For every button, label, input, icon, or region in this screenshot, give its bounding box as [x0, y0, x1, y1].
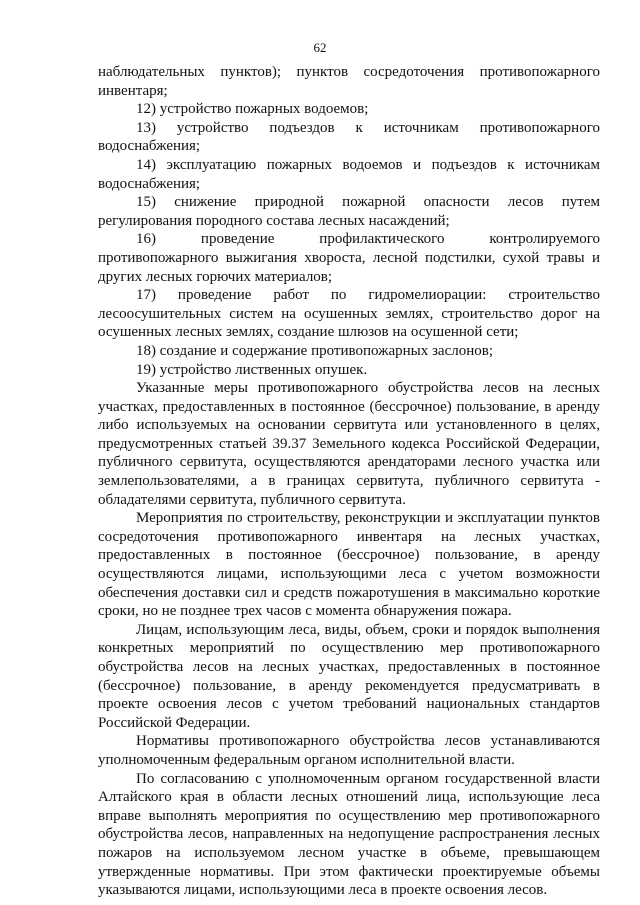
- document-body: [98, 63, 600, 900]
- paragraph: 16) проведение профилактического контролируемого противопожарного выжигания хвороста, лесной подстилки, сухой травы и других лесных горючих материалов;: [98, 231, 600, 285]
- paragraph: 14) эксплуатацию пожарных водоемов и подъездов к источникам водоснабжения;: [98, 156, 600, 192]
- paragraph: 15) снижение природной пожарной опасности лесов путем регулирования породного состава лесных насаждений;: [98, 194, 600, 229]
- paragraph: Нормативы противопожарного обустройства лесов устанавливаются уполномоченным федеральным органом исполнительной власти.: [98, 733, 600, 768]
- paragraph: Указанные меры противопожарного обустройства лесов на лесных участках, предоставленных в постоянное (бессрочное) пользование, в аренду либо используемых на основании сервитута или установленного в целях, предусмотренных статьей 39.37 Земельного кодекса Российской Федерации, публичного сервитута, осуществляются арендаторами лесного участка или землепользователями, а в границах сервитута, публичного сервитута - обладателями сервитута, публичного сервитута.: [98, 380, 600, 508]
- paragraph: 12) устройство пожарных водоемов;: [136, 101, 369, 118]
- paragraph: 13) устройство подъездов к источникам противопожарного водоснабжения;: [98, 119, 600, 155]
- paragraph: 17) проведение работ по гидромелиорации: строительство лесоосушительных систем на осушенных землях, строительство дорог на осушенных лесных землях, создание шлюзов на осушенной сети;: [98, 287, 600, 341]
- paragraph: 19) устройство лиственных опушек.: [136, 361, 368, 378]
- paragraph: наблюдательных пунктов); пунктов сосредоточения противопожарного инвентаря;: [98, 64, 600, 99]
- paragraph: Мероприятия по строительству, реконструкции и эксплуатации пунктов сосредоточения противопожарного инвентаря на лесных участках, предоставленных в постоянное (бессрочное) пользование, в аренду осуществляются лицами, использующими леса с учетом возможности обеспечения доставки сил и средств пожаротушения в максимально короткие сроки, но не позднее трех часов с момента обнаружения пожара.: [98, 510, 600, 620]
- page-number: 62: [313, 40, 327, 55]
- paragraph: По согласованию с уполномоченным органом государственной власти Алтайского края в области лесных отношений лица, использующие леса вправе выполнять мероприятия по осуществлению мер противопожарного обустройства лесов, направленных на недопущение распространения лесных пожаров на используемом лесном участке в объеме, превышающем утвержденные нормативы. При этом фактически проектируемые объемы указываются лицами, использующими леса в проекте освоения лесов.: [98, 770, 600, 899]
- paragraph: 18) создание и содержание противопожарных заслонов;: [136, 342, 494, 359]
- paragraph: Лицам, использующим леса, виды, объем, сроки и порядок выполнения конкретных мероприятий по осуществлению мер противопожарного обустройства лесов на лесных участках, предоставленных в постоянное (бессрочное) пользование, в аренду рекомендуется предусматривать в проекте освоения лесов с учетом требований национальных стандартов Российской Федерации.: [98, 621, 600, 731]
